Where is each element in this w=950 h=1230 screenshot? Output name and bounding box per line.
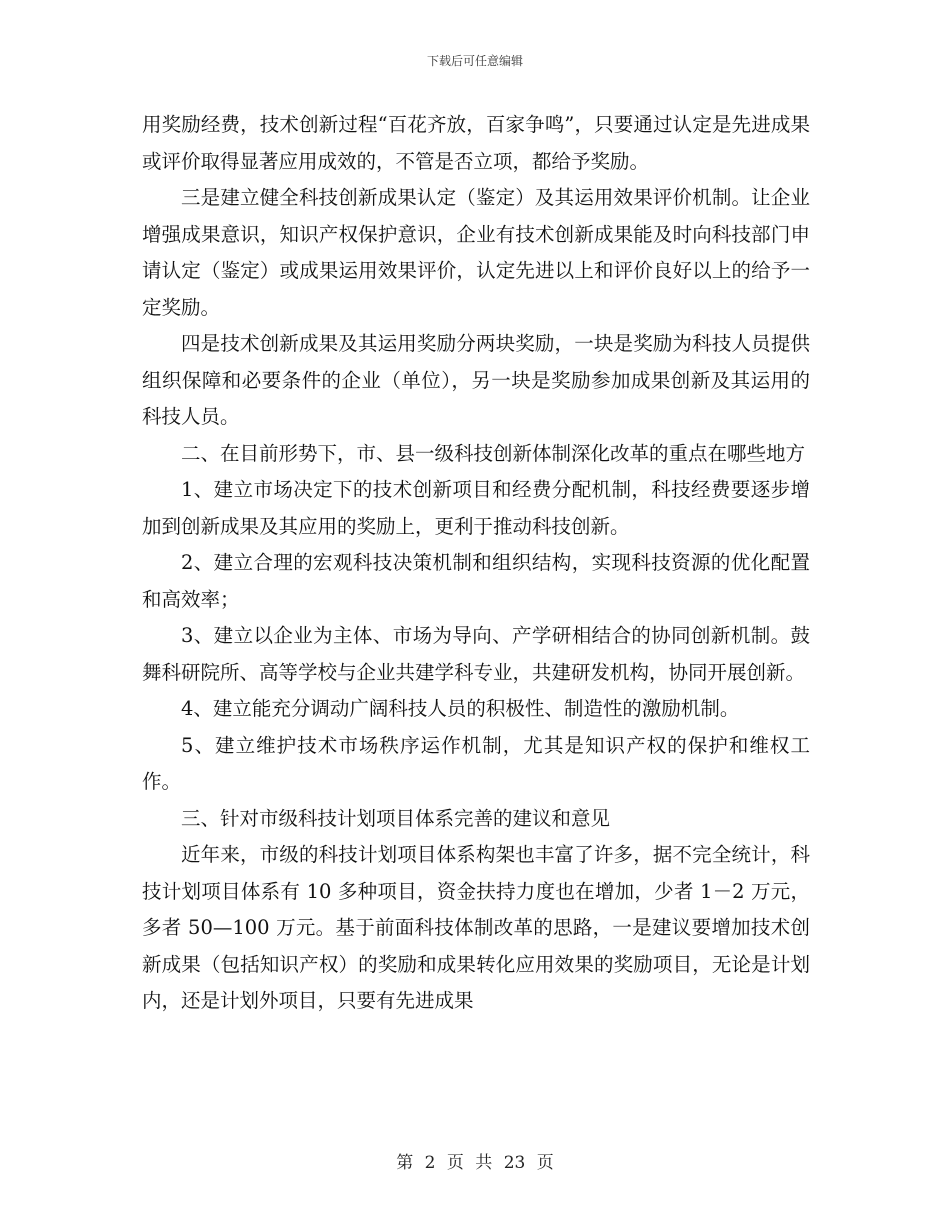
section-heading-2: 二、在目前形势下，市、县一级科技创新体制深化改革的重点在哪些地方 [181,441,806,465]
paragraph-3: 四是技术创新成果及其运用奖励分两块奖励，一块是奖励为科技人员提供组织保障和必要条件的企业（单位），另一块是奖励参加成果创新及其运用的科技人员。 [142,332,810,428]
list-item-4: 4、建立能充分调动广阔科技人员的积极性、制造性的激励机制。 [181,697,740,720]
paragraph-2: 三是建立健全科技创新成果认定（鉴定）及其运用效果评价机制。让企业增强成果意识，知识产权保护意识，企业有技术创新成果能及时向科技部门申请认定（鉴定）或成果运用效果评价，认定先进以上和评价良好以上的给予一定奖励。 [142,186,810,319]
document-body [142,107,810,1020]
paragraph-1: 用奖励经费，技术创新过程“百花齐放，百家争鸣”，只要通过认定是先进成果或评价取得显著应用成效的，不管是否立项，都给予奖励。 [142,113,810,173]
list-item-3: 3、建立以企业为主体、市场为导向、产学研相结合的协同创新机制。鼓舞科研院所、高等学校与企业共建学科专业，共建研发机构，协同开展创新。 [142,624,810,684]
section-heading-3: 三、针对市级科技计划项目体系完善的建议和意见 [181,806,611,830]
page-header: 下载后可任意编辑 [426,54,523,68]
list-item-1: 1、建立市场决定下的技术创新项目和经费分配机制，科技经费要逐步增加到创新成果及其应用的奖励上，更利于推动科技创新。 [142,478,810,538]
list-item-2: 2、建立合理的宏观科技决策机制和组织结构，实现科技资源的优化配置和高效率； [142,551,810,611]
list-item-5: 5、建立维护技术市场秩序运作机制，尤其是知识产权的保护和维权工作。 [142,733,810,793]
page-footer: 第 2 页 共 23 页 [396,1153,554,1173]
paragraph-last: 近年来，市级的科技计划项目体系构架也丰富了许多，据不完全统计，科技计划项目体系有 10 多种项目，资金扶持力度也在增加，少者 1－2 万元，多者 50—100 万元。基于前面科技体制改革的思路，一是建议要增加技术创新成果（包括知识产权）的奖励和成果转化应用效果的奖励项目，无论是计划内，还是计划外项目，只要有先进成果 [142,843,810,1012]
